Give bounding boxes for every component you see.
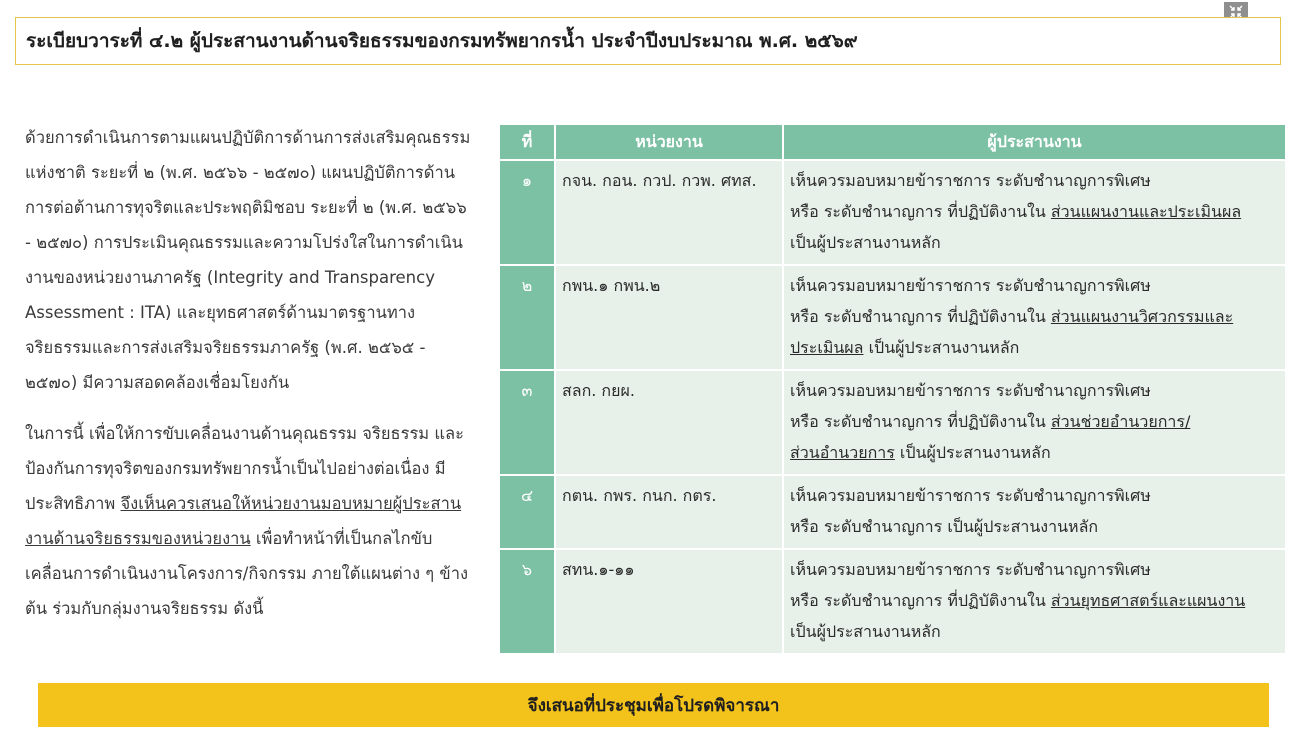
coord-unit-link: ประเมินผล [790, 338, 864, 357]
slide-title-box [15, 17, 1281, 65]
table-row [499, 370, 1286, 475]
coord-line-2 [790, 196, 1279, 227]
row-unit: สลก. กยผ. [555, 370, 783, 475]
row-coordinator [783, 549, 1286, 654]
paragraph-2-end: เพื่อทำหน้าที่เป็นกลไกขับเคลื่อนการดำเนินงานโครงการ/กิจกรรม ภายใต้แผนต่าง ๆ ข้างต้น ร่วมกับกลุ่มงานจริยธรรม ดังนี้ [25, 529, 469, 618]
table-row [499, 265, 1286, 370]
slide-title: ระเบียบวาระที่ ๔.๒ ผู้ประสานงานด้านจริยธรรมของกรมทรัพยากรน้ำ ประจำปีงบประมาณ พ.ศ. ๒๕๖๙ [26, 30, 858, 52]
table-row [499, 549, 1286, 654]
row-coordinator [783, 160, 1286, 265]
table-row [499, 475, 1286, 549]
table-header-row [499, 124, 1286, 160]
row-number: ๑ [499, 160, 555, 265]
coord-text: หรือ ระดับชำนาญการ ที่ปฏิบัติงานใน [790, 307, 1051, 326]
coord-text: หรือ ระดับชำนาญการ ที่ปฏิบัติงานใน [790, 202, 1051, 221]
row-coordinator [783, 475, 1286, 549]
coord-unit-link: ส่วนอำนวยการ [790, 443, 895, 462]
coord-text: หรือ ระดับชำนาญการ ที่ปฏิบัติงานใน [790, 412, 1051, 431]
coord-line-1: เห็นควรมอบหมายข้าราชการ ระดับชำนาญการพิเศษ [790, 276, 1151, 295]
coord-line-2 [790, 585, 1279, 616]
coord-unit-link: ส่วนแผนงานและประเมินผล [1050, 202, 1242, 221]
coord-unit-link: ส่วนแผนงานวิศวกรรมและ [1050, 307, 1234, 326]
coord-line-3 [790, 616, 1279, 647]
paragraph-2-underlined: จึงเห็นควรเสนอให้หน่วยงานมอบหมายผู้ประสานงานด้านจริยธรรมของหน่วยงาน [25, 494, 462, 548]
coord-line-2 [790, 406, 1279, 437]
coord-text: เป็นผู้ประสานงานหลัก [863, 338, 1020, 357]
coord-text: หรือ ระดับชำนาญการ ที่ปฏิบัติงานใน [790, 591, 1051, 610]
body-text [25, 120, 475, 626]
header-coordinator: ผู้ประสานงาน [783, 124, 1286, 160]
row-number: ๖ [499, 549, 555, 654]
row-coordinator [783, 265, 1286, 370]
coord-line-1: เห็นควรมอบหมายข้าราชการ ระดับชำนาญการพิเศษ [790, 486, 1151, 505]
coord-text: เป็นผู้ประสานงานหลัก [790, 233, 941, 252]
row-unit: กจน. กอน. กวป. กวพ. ศทส. [555, 160, 783, 265]
coord-unit-link: ส่วนยุทธศาสตร์และแผนงาน [1050, 591, 1246, 610]
header-unit: หน่วยงาน [555, 124, 783, 160]
coord-line-3 [790, 332, 1279, 363]
coord-unit-link: ส่วนช่วยอำนวยการ/ [1050, 412, 1191, 431]
proposal-banner [38, 683, 1269, 727]
row-coordinator [783, 370, 1286, 475]
row-unit: กตน. กพร. กนก. กตร. [555, 475, 783, 549]
proposal-text: จึงเสนอที่ประชุมเพื่อโปรดพิจารณา [527, 695, 780, 716]
coord-text: เป็นผู้ประสานงานหลัก [790, 622, 941, 641]
paragraph-1: ด้วยการดำเนินการตามแผนปฏิบัติการด้านการส่งเสริมคุณธรรมแห่งชาติ ระยะที่ ๒ (พ.ศ. ๒๕๖๖ - ๒๕๗๐) แผนปฏิบัติการด้านการต่อต้านการทุจริตและประพฤติมิชอบ ระยะที่ ๒ (พ.ศ. ๒๕๖๖ - ๒๕๗๐) การประเมินคุณธรรมและความโปร่งใสในการดำเนินงานของหน่วยงานภาครัฐ (Integrity and Transparency Assessment : ITA) และยุทธศาสตร์ด้านมาตรฐานทางจริยธรรมและการส่งเสริมจริยธรรมภาครัฐ (พ.ศ. ๒๕๖๕ - ๒๕๗๐) มีความสอดคล้องเชื่อมโยงกัน [25, 128, 471, 392]
coord-line-1: เห็นควรมอบหมายข้าราชการ ระดับชำนาญการพิเศษ [790, 171, 1151, 190]
table-row [499, 160, 1286, 265]
row-unit: กพน.๑ กพน.๒ [555, 265, 783, 370]
coord-text: เป็นผู้ประสานงานหลัก [894, 443, 1051, 462]
coord-line-3 [790, 437, 1279, 468]
coord-line-2: หรือ ระดับชำนาญการ เป็นผู้ประสานงานหลัก [790, 517, 1099, 536]
paragraph-2 [25, 416, 475, 626]
coord-line-1: เห็นควรมอบหมายข้าราชการ ระดับชำนาญการพิเศษ [790, 560, 1151, 579]
header-no: ที่ [499, 124, 555, 160]
row-unit: สทน.๑-๑๑ [555, 549, 783, 654]
paragraph-2-start: ในการนี้ เพื่อให้การขับเคลื่อนงานด้านคุณธรรม จริยธรรม และป้องกันการทุจริตของกรมทรัพยากรน้ำเป็นไปอย่างต่อเนื่อง มีประสิทธิภาพ [25, 424, 465, 513]
coord-line-1: เห็นควรมอบหมายข้าราชการ ระดับชำนาญการพิเศษ [790, 381, 1151, 400]
coordinator-table [498, 123, 1287, 655]
row-number: ๒ [499, 265, 555, 370]
coord-line-2 [790, 301, 1279, 332]
row-number: ๓ [499, 370, 555, 475]
coord-line-3 [790, 227, 1279, 258]
row-number: ๔ [499, 475, 555, 549]
